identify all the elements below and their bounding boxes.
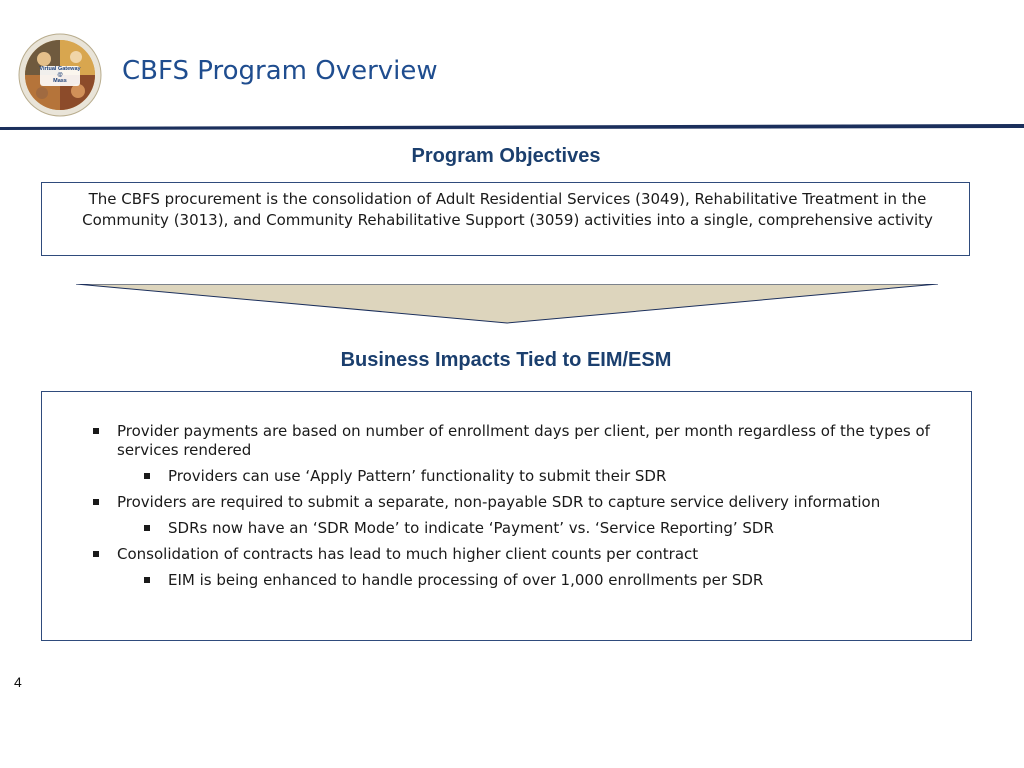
business-impacts-heading: Business Impacts Tied to EIM/ESM	[340, 349, 672, 371]
square-bullet-icon	[144, 577, 150, 583]
bullet-item	[42, 422, 971, 460]
bullet-text: Provider payments are based on number of enrollment days per client, per month regardless of the types of services rendered	[117, 422, 930, 459]
sub-bullet-item	[42, 519, 971, 538]
square-bullet-icon	[144, 473, 150, 479]
slide-title: CBFS Program Overview	[122, 56, 438, 86]
program-objectives-text: The CBFS procurement is the consolidation of Adult Residential Services (3049), Rehabilitative Treatment in the Community (3013), and Community Rehabilitative Support (3059) activities into a single, comprehensive activity	[82, 190, 933, 229]
impacts-bullet-list	[42, 422, 971, 597]
program-objectives-heading: Program Objectives	[411, 145, 601, 167]
logo-caption-line2: @	[57, 72, 63, 78]
virtual-gateway-logo	[18, 33, 102, 117]
logo-caption-line3: Mass	[53, 78, 67, 84]
bullet-text: Providers are required to submit a separate, non-payable SDR to capture service delivery information	[117, 493, 881, 511]
bullet-item	[42, 493, 971, 512]
logo-seal-graphic	[18, 33, 102, 117]
square-bullet-icon	[93, 499, 99, 505]
bullet-text: EIM is being enhanced to handle processing of over 1,000 enrollments per SDR	[168, 571, 764, 589]
down-funnel-arrow	[76, 284, 938, 324]
bullet-text: SDRs now have an ‘SDR Mode’ to indicate ‘Payment’ vs. ‘Service Reporting’ SDR	[168, 519, 774, 537]
sub-bullet-item	[42, 467, 971, 486]
sub-bullet-item	[42, 571, 971, 590]
square-bullet-icon	[144, 525, 150, 531]
bullet-text: Consolidation of contracts has lead to much higher client counts per contract	[117, 545, 699, 563]
program-objectives-box	[41, 182, 970, 256]
bullet-text: Providers can use ‘Apply Pattern’ functionality to submit their SDR	[168, 467, 667, 485]
bullet-item	[42, 545, 971, 564]
page-number: 4	[14, 674, 22, 690]
title-divider-rule	[0, 124, 1024, 130]
logo-caption-line1: Virtual Gateway	[39, 66, 81, 72]
square-bullet-icon	[93, 428, 99, 434]
square-bullet-icon	[93, 551, 99, 557]
business-impacts-box	[41, 391, 972, 641]
